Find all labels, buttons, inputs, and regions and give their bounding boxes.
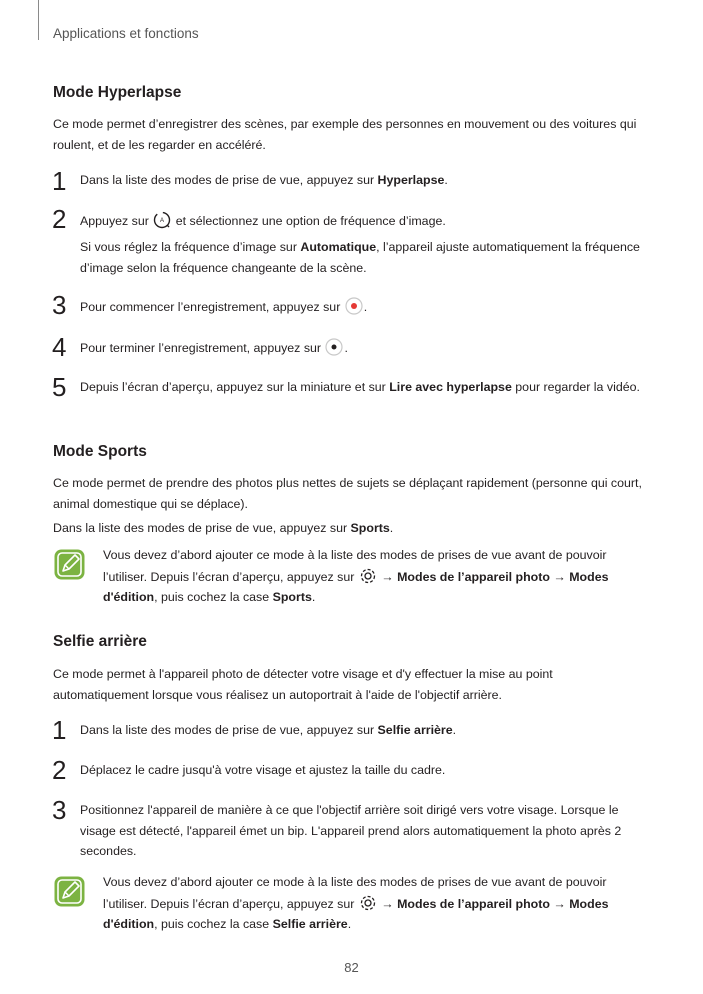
page-number: 82: [344, 960, 359, 975]
gear-icon: [358, 893, 378, 913]
record-icon: [344, 296, 364, 316]
step-number: 1: [52, 715, 67, 745]
hyperlapse-step-1: Dans la liste des modes de prise de vue, appuyez sur Hyperlapse.: [80, 173, 448, 187]
step-number: 2: [52, 755, 67, 785]
header-rule: [38, 0, 39, 40]
sports-note: Vous devez d’abord ajouter ce mode à la liste des modes de prises de vue avant de pouvoir l’utiliser. Depuis l’écran d’aperçu, appuyez sur → Modes de l’appareil photo → Modes d'édition, puis cochez la case Sports.: [103, 548, 609, 604]
section-title-selfie: Selfie arrière: [53, 633, 147, 650]
hyperlapse-step-3: Pour commencer l’enregistrement, appuyez sur .: [80, 296, 645, 318]
selfie-step-3: Positionnez l'appareil de manière à ce que l'objectif arrière soit dirigé vers votre visage. Lorsque le visage est détecté, l'appareil émet un bip. L'appareil prend alors automatiquement la photo après 2 secondes.: [80, 803, 622, 858]
step-number: 1: [52, 166, 67, 196]
selfie-note: Vous devez d’abord ajouter ce mode à la liste des modes de prises de vue avant de pouvoir l’utiliser. Depuis l’écran d’aperçu, appuyez sur → Modes de l’appareil photo → Modes d'édition, puis cochez la case Selfie arrière.: [103, 875, 609, 931]
selfie-step-1: Dans la liste des modes de prise de vue, appuyez sur Selfie arrière.: [80, 723, 457, 737]
step-number: 3: [52, 290, 67, 320]
hyperlapse-intro: Ce mode permet d’enregistrer des scènes, par exemple des personnes en mouvement ou des voitures qui roulent, et de les regarder en accéléré.: [53, 117, 637, 152]
step-number: 4: [52, 332, 67, 362]
sports-instruction: Dans la liste des modes de prise de vue, appuyez sur Sports.: [53, 521, 394, 535]
selfie-intro: Ce mode permet à l'appareil photo de détecter votre visage et d'y effectuer la mise au point automatiquement lorsque vous réalisez un autoportrait à l'aide de l'objectif arrière.: [53, 667, 553, 702]
sports-intro: Ce mode permet de prendre des photos plus nettes de sujets se déplaçant rapidement (personne qui court, animal domestique qui se déplace).: [53, 476, 642, 511]
gear-icon: [358, 566, 378, 586]
note-pencil-icon: [53, 548, 86, 581]
selfie-step-2: Déplacez le cadre jusqu'à votre visage et ajustez la taille du cadre.: [80, 763, 446, 777]
step-number: 2: [52, 204, 67, 234]
hyperlapse-step-5: Depuis l’écran d’aperçu, appuyez sur la miniature et sur Lire avec hyperlapse pour regarder la vidéo.: [80, 380, 640, 394]
section-title-hyperlapse: Mode Hyperlapse: [53, 84, 182, 101]
note-pencil-icon: [53, 875, 86, 908]
step-number: 3: [52, 795, 67, 825]
svg-text:A: A: [160, 218, 165, 224]
hyperlapse-step-2: Appuyez sur A et sélectionnez une option de fréquence d’image.: [80, 210, 645, 232]
hyperlapse-step-2-detail: Si vous réglez la fréquence d’image sur Automatique, l’appareil ajuste automatiquement la fréquence d’image selon la fréquence changeante de la scène.: [80, 240, 640, 275]
framerate-auto-icon: [152, 210, 172, 230]
section-header: Applications et fonctions: [53, 26, 199, 41]
step-number: 5: [52, 372, 67, 402]
stop-icon: [324, 337, 344, 357]
section-title-sports: Mode Sports: [53, 443, 147, 460]
hyperlapse-step-4: Pour terminer l’enregistrement, appuyez sur .: [80, 337, 645, 359]
